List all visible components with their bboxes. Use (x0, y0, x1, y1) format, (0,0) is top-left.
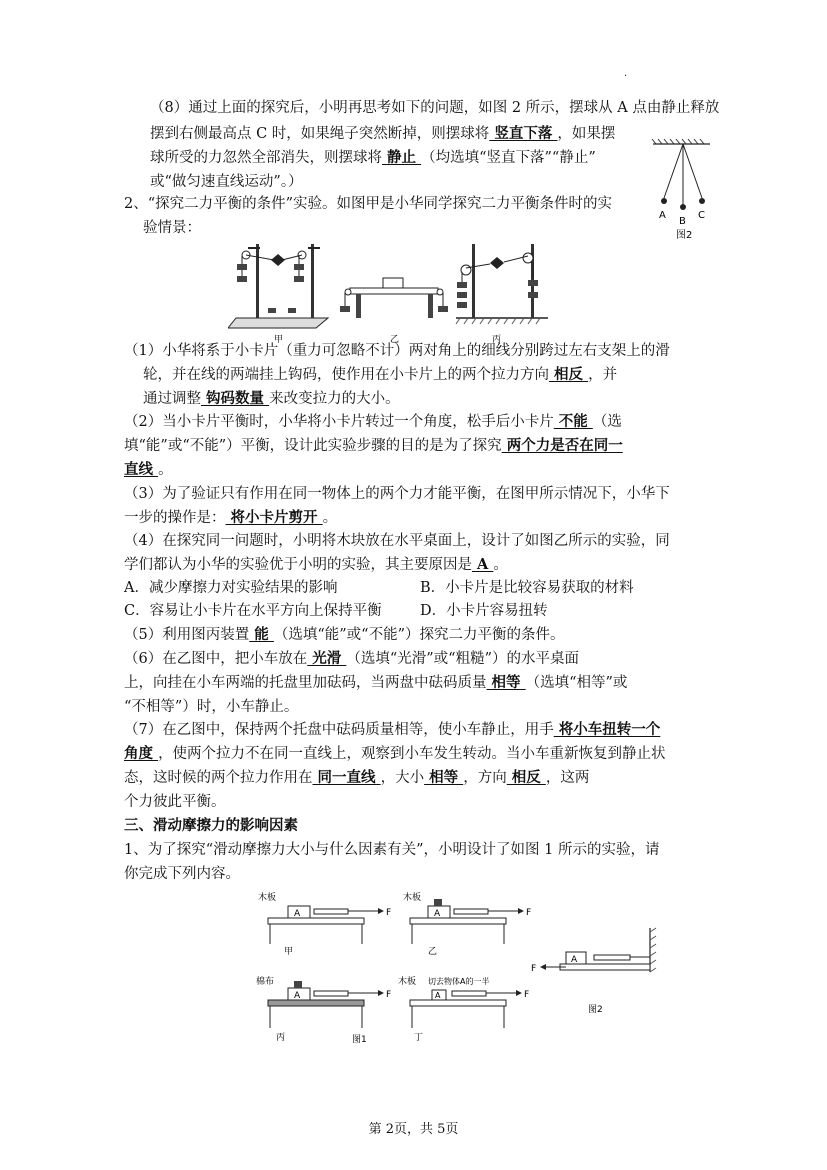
friction-caption-yi: 乙 (428, 947, 438, 957)
friction-fig2-block: A (571, 955, 578, 965)
p2-line-2: 填“能”或“不能”）平衡，设计此实验步骤的目的是为了探究 两个力是否在同一 (124, 437, 623, 454)
friction-ding-block: A (435, 991, 441, 1000)
p4-option-a: A．减少摩擦力对实验结果的影响 (124, 580, 338, 596)
p7-line-2: 角度 ，使两个拉力不在同一直线上，观察到小车发生转动。当小车重新恢复到静止状 (124, 745, 666, 762)
pendulum-label-c: C (698, 210, 705, 221)
p4-line-2: 学们都认为小华的实验优于小明的实验，其主要原因是 A 。 (124, 556, 508, 573)
p7-answer-1: 将小车扭转一个 (553, 721, 661, 738)
friction-yi-block: A (434, 909, 441, 919)
top-dot: . (624, 68, 628, 79)
p5-line-1: （5）利用图丙装置 能 （选填“能”或“不能”）探究二力平衡的条件。 (124, 626, 565, 643)
s2-line-2: 验情景： (143, 220, 201, 236)
p5-answer-1: 能 (249, 626, 274, 643)
friction-caption-fig1: 图1 (352, 1035, 367, 1045)
friction-bing-surface: 棉布 (256, 977, 275, 987)
friction-yi-force: F (526, 908, 532, 918)
pendulum-figure (648, 138, 718, 243)
q8-line-2: 摆到右侧最高点 C 时，如果绳子突然断掉，则摆球将 竖直下落 ，如果摆 (150, 125, 616, 142)
p3-answer-1: 将小卡片剪开 (225, 509, 323, 526)
friction-experiment-figure (248, 888, 668, 1058)
friction-bing-force: F (386, 990, 392, 1000)
p4-option-d: D．小卡片容易扭转 (420, 603, 548, 619)
q8-line-1: （8）通过上面的探究后，小明再思考如下的问题，如图 2 所示，摆球从 A 点由静止释放 (150, 100, 720, 116)
p6-line-2: 上，向挂在小车两端的托盘里加砝码，当两盘中砝码质量 相等 （选填“相等”或 (124, 674, 628, 691)
friction-fig2-force: F (531, 964, 537, 974)
p7-answer-2: 角度 (124, 745, 159, 762)
friction-bing-block: A (294, 991, 301, 1001)
friction-jia-block: A (294, 909, 301, 919)
balance-caption-jia: 甲 (274, 335, 284, 344)
friction-jia-force: F (386, 908, 392, 918)
friction-ding-surface: 木板 (398, 977, 417, 987)
q8-line-4: 或“做匀速直线运动”。） (150, 174, 303, 190)
p4-option-b: B．小卡片是比较容易获取的材料 (420, 580, 634, 596)
friction-caption-fig2: 图2 (588, 1005, 603, 1015)
pendulum-caption: 图2 (676, 230, 693, 241)
p4-option-c: C．容易让小卡片在水平方向上保持平衡 (124, 603, 382, 619)
p4-answer-1: A (472, 556, 494, 573)
friction-yi-surface: 木板 (403, 893, 422, 903)
p2-line-1: （2）当小卡片平衡时，小华将小卡片转过一个角度，松手后小卡片 不能 （选 (124, 413, 622, 430)
p3-line-1: （3）为了验证只有作用在同一物体上的两个力才能平衡，在图甲所示情况下，小华下 (124, 486, 670, 502)
p6-answer-2: 相等 (486, 674, 526, 691)
p1-answer-1: 相反 (549, 366, 589, 383)
friction-ding-note: 切去物体A的一半 (428, 977, 490, 986)
q8-answer-1: 竖直下落 (489, 125, 558, 142)
page-footer: 第 2页，共 5页 (368, 1122, 459, 1137)
p6-line-1: （6）在乙图中，把小车放在 光滑 （选填“光滑”或“粗糙”）的水平桌面 (124, 650, 579, 667)
p2-answer-2: 两个力是否在同一 (501, 437, 623, 454)
pendulum-label-a: A (659, 210, 666, 221)
q8-line-3: 球所受的力忽然全部消失，则摆球将 静止 （均选填“竖直下落”“静止” (150, 149, 596, 166)
friction-jia-surface: 木板 (258, 893, 277, 903)
friction-caption-bing: 丙 (276, 1033, 286, 1043)
s3-heading: 三、滑动摩擦力的影响因素 (124, 817, 298, 834)
p1-line-3: 通过调整 钩码数量 来改变拉力的大小。 (143, 390, 400, 407)
p1-line-2: 轮，并在线的两端挂上钩码，使作用在小卡片上的两个拉力方向 相反 ，并 (143, 366, 618, 383)
p3-line-2: 一步的操作是： 将小卡片剪开 。 (124, 509, 338, 526)
p7-answer-4: 相等 (424, 769, 464, 786)
p2-line-3: 直线 。 (124, 461, 173, 478)
q8-answer-2: 静止 (382, 149, 422, 166)
p7-line-3: 态，这时候的两个拉力作用在 同一直线 ，大小 相等 ，方向 相反 ，这两 (124, 769, 590, 786)
balance-caption-yi: 乙 (390, 335, 400, 344)
p6-answer-1: 光滑 (307, 650, 347, 667)
s3-line-1: 1、为了探究“滑动摩擦力大小与什么因素有关”，小明设计了如图 1 所示的实验，请 (124, 842, 660, 858)
p2-answer-1: 不能 (553, 413, 593, 430)
p1-line-1: （1）小华将系于小卡片（重力可忽略不计）两对角上的细线分别跨过左右支架上的滑 (124, 343, 670, 359)
friction-caption-jia: 甲 (284, 947, 294, 957)
s2-line-1: 2、“探究二力平衡的条件”实验。如图甲是小华同学探究二力平衡条件时的实 (124, 196, 613, 212)
p6-line-3: “不相等”）时，小车静止。 (124, 699, 299, 715)
p1-answer-2: 钩码数量 (201, 390, 270, 407)
p7-line-4: 个力彼此平衡。 (124, 794, 226, 810)
p7-answer-5: 相反 (506, 769, 546, 786)
p2-answer-3: 直线 (124, 461, 159, 478)
friction-ding-force: F (524, 990, 530, 1000)
p4-line-1: （4）在探究同一问题时，小明将木块放在水平桌面上，设计了如图乙所示的实验，同 (124, 533, 670, 549)
p7-line-1: （7）在乙图中，保持两个托盘中砝码质量相等，使小车静止，用手 将小车扭转一个 (124, 721, 661, 738)
friction-caption-ding: 丁 (414, 1033, 424, 1043)
pendulum-label-b: B (679, 216, 686, 227)
balance-caption-bing: 丙 (492, 335, 502, 344)
balance-experiment-figure (228, 238, 558, 344)
s3-line-2: 你完成下列内容。 (124, 866, 240, 882)
p7-answer-3: 同一直线 (312, 769, 381, 786)
